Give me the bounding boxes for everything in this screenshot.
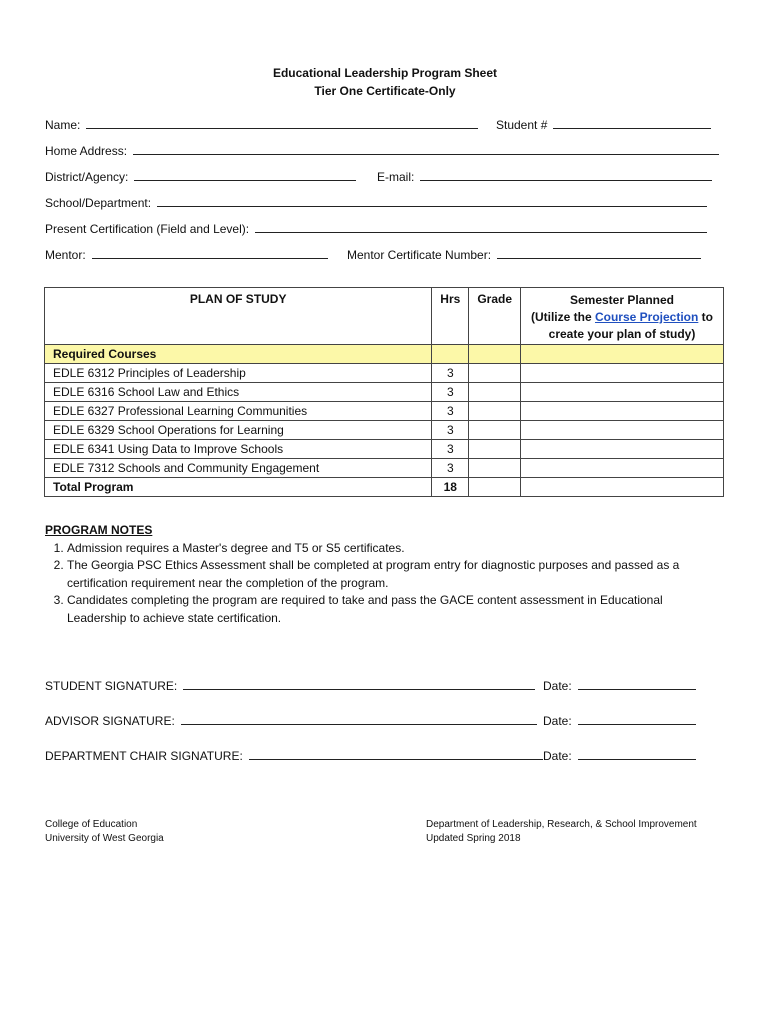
date-label: Date:: [543, 679, 572, 693]
updated-date: Updated Spring 2018: [426, 833, 521, 844]
student-signature-label: STUDENT SIGNATURE:: [45, 679, 178, 693]
total-hrs: 18: [432, 478, 469, 497]
district-field[interactable]: [45, 170, 356, 184]
table-row: [45, 383, 724, 402]
student-number-field[interactable]: [496, 118, 711, 132]
mentor-cert-field[interactable]: [347, 248, 701, 262]
semester-line3: create your plan of study): [548, 327, 696, 341]
advisor-signature-label: ADVISOR SIGNATURE:: [45, 714, 175, 728]
college-name: College of Education: [45, 819, 138, 830]
course-name: EDLE 6327 Professional Learning Communities: [45, 402, 432, 421]
chair-signature-label: DEPARTMENT CHAIR SIGNATURE:: [45, 749, 243, 763]
course-hrs: 3: [432, 459, 469, 478]
chair-signature-line[interactable]: [249, 749, 543, 760]
student-number-label: Student #: [496, 118, 548, 132]
note-item: 3. Candidates completing the program are required to take and pass the GACE content assessment in Educational Leadership to achieve state certification.: [67, 592, 715, 627]
district-label: District/Agency:: [45, 170, 129, 184]
advisor-date-line[interactable]: [578, 714, 696, 725]
course-grade-cell[interactable]: [469, 440, 521, 459]
required-courses-row: [45, 345, 724, 364]
total-row: [45, 478, 724, 497]
course-hrs: 3: [432, 383, 469, 402]
table-row: [45, 459, 724, 478]
mentor-line[interactable]: [92, 248, 328, 259]
total-label: Total Program: [45, 478, 432, 497]
certification-label: Present Certification (Field and Level):: [45, 222, 250, 236]
col-hrs-header: Hrs: [432, 288, 469, 345]
table-row: [45, 364, 724, 383]
semester-line1: Semester Planned: [569, 293, 675, 307]
home-address-field[interactable]: [45, 144, 719, 158]
semester-line2: (Utilize the Course Projection to: [530, 310, 714, 324]
course-name: EDLE 7312 Schools and Community Engagement: [45, 459, 432, 478]
footer-right: [426, 818, 697, 846]
date-label: Date:: [543, 714, 572, 728]
name-field[interactable]: [45, 118, 478, 132]
university-name: University of West Georgia: [45, 833, 164, 844]
certification-line[interactable]: [255, 222, 707, 233]
advisor-signature-field[interactable]: [45, 714, 537, 728]
course-name: EDLE 6329 School Operations for Learning: [45, 421, 432, 440]
course-semester-cell[interactable]: [521, 421, 724, 440]
name-line[interactable]: [86, 118, 478, 129]
program-notes-heading: PROGRAM NOTES: [45, 523, 153, 537]
name-label: Name:: [45, 118, 81, 132]
course-name: EDLE 6312 Principles of Leadership: [45, 364, 432, 383]
col-grade-header: Grade: [469, 288, 521, 345]
student-date-field[interactable]: [543, 679, 696, 693]
mentor-cert-label: Mentor Certificate Number:: [347, 248, 492, 262]
course-name: EDLE 6316 School Law and Ethics: [45, 383, 432, 402]
table-row: [45, 421, 724, 440]
chair-signature-field[interactable]: [45, 749, 543, 763]
department-name: Department of Leadership, Research, & School Improvement: [426, 819, 697, 830]
student-signature-field[interactable]: [45, 679, 535, 693]
col-semester-header: [521, 288, 724, 345]
course-name: EDLE 6341 Using Data to Improve Schools: [45, 440, 432, 459]
date-label: Date:: [543, 749, 572, 763]
email-label: E-mail:: [377, 170, 415, 184]
school-label: School/Department:: [45, 196, 152, 210]
school-line[interactable]: [157, 196, 707, 207]
email-field[interactable]: [377, 170, 712, 184]
certification-field[interactable]: [45, 222, 707, 236]
mentor-field[interactable]: [45, 248, 328, 262]
course-grade-cell[interactable]: [469, 383, 521, 402]
course-hrs: 3: [432, 421, 469, 440]
advisor-date-field[interactable]: [543, 714, 696, 728]
chair-date-line[interactable]: [578, 749, 696, 760]
district-line[interactable]: [134, 170, 356, 181]
email-line[interactable]: [420, 170, 712, 181]
course-semester-cell[interactable]: [521, 459, 724, 478]
mentor-label: Mentor:: [45, 248, 86, 262]
home-address-line[interactable]: [133, 144, 719, 155]
home-address-label: Home Address:: [45, 144, 128, 158]
plan-of-study-table: [44, 287, 724, 497]
course-grade-cell[interactable]: [469, 421, 521, 440]
course-semester-cell[interactable]: [521, 402, 724, 421]
course-semester-cell[interactable]: [521, 440, 724, 459]
advisor-signature-line[interactable]: [181, 714, 537, 725]
col-plan-header: PLAN OF STUDY: [45, 288, 432, 345]
course-grade-cell[interactable]: [469, 364, 521, 383]
note-item: 1. Admission requires a Master's degree and T5 or S5 certificates.: [67, 540, 715, 558]
table-row: [45, 402, 724, 421]
course-hrs: 3: [432, 402, 469, 421]
course-projection-link[interactable]: Course Projection: [594, 310, 699, 324]
page-title: Educational Leadership Program Sheet: [272, 66, 498, 80]
footer-left: [45, 818, 164, 846]
course-grade-cell[interactable]: [469, 402, 521, 421]
course-hrs: 3: [432, 364, 469, 383]
student-date-line[interactable]: [578, 679, 696, 690]
required-courses-label: Required Courses: [45, 345, 432, 364]
table-row: [45, 440, 724, 459]
student-number-line[interactable]: [553, 118, 711, 129]
page-subtitle: Tier One Certificate-Only: [314, 84, 456, 98]
school-field[interactable]: [45, 196, 707, 210]
note-item: 2. The Georgia PSC Ethics Assessment shall be completed at program entry for diagnostic purposes and passed as a certification requirement near the completion of the program.: [67, 557, 715, 592]
course-grade-cell[interactable]: [469, 459, 521, 478]
course-hrs: 3: [432, 440, 469, 459]
program-notes: [45, 522, 715, 627]
course-semester-cell[interactable]: [521, 383, 724, 402]
mentor-cert-line[interactable]: [497, 248, 701, 259]
chair-date-field[interactable]: [543, 749, 696, 763]
course-semester-cell[interactable]: [521, 364, 724, 383]
student-signature-line[interactable]: [183, 679, 535, 690]
